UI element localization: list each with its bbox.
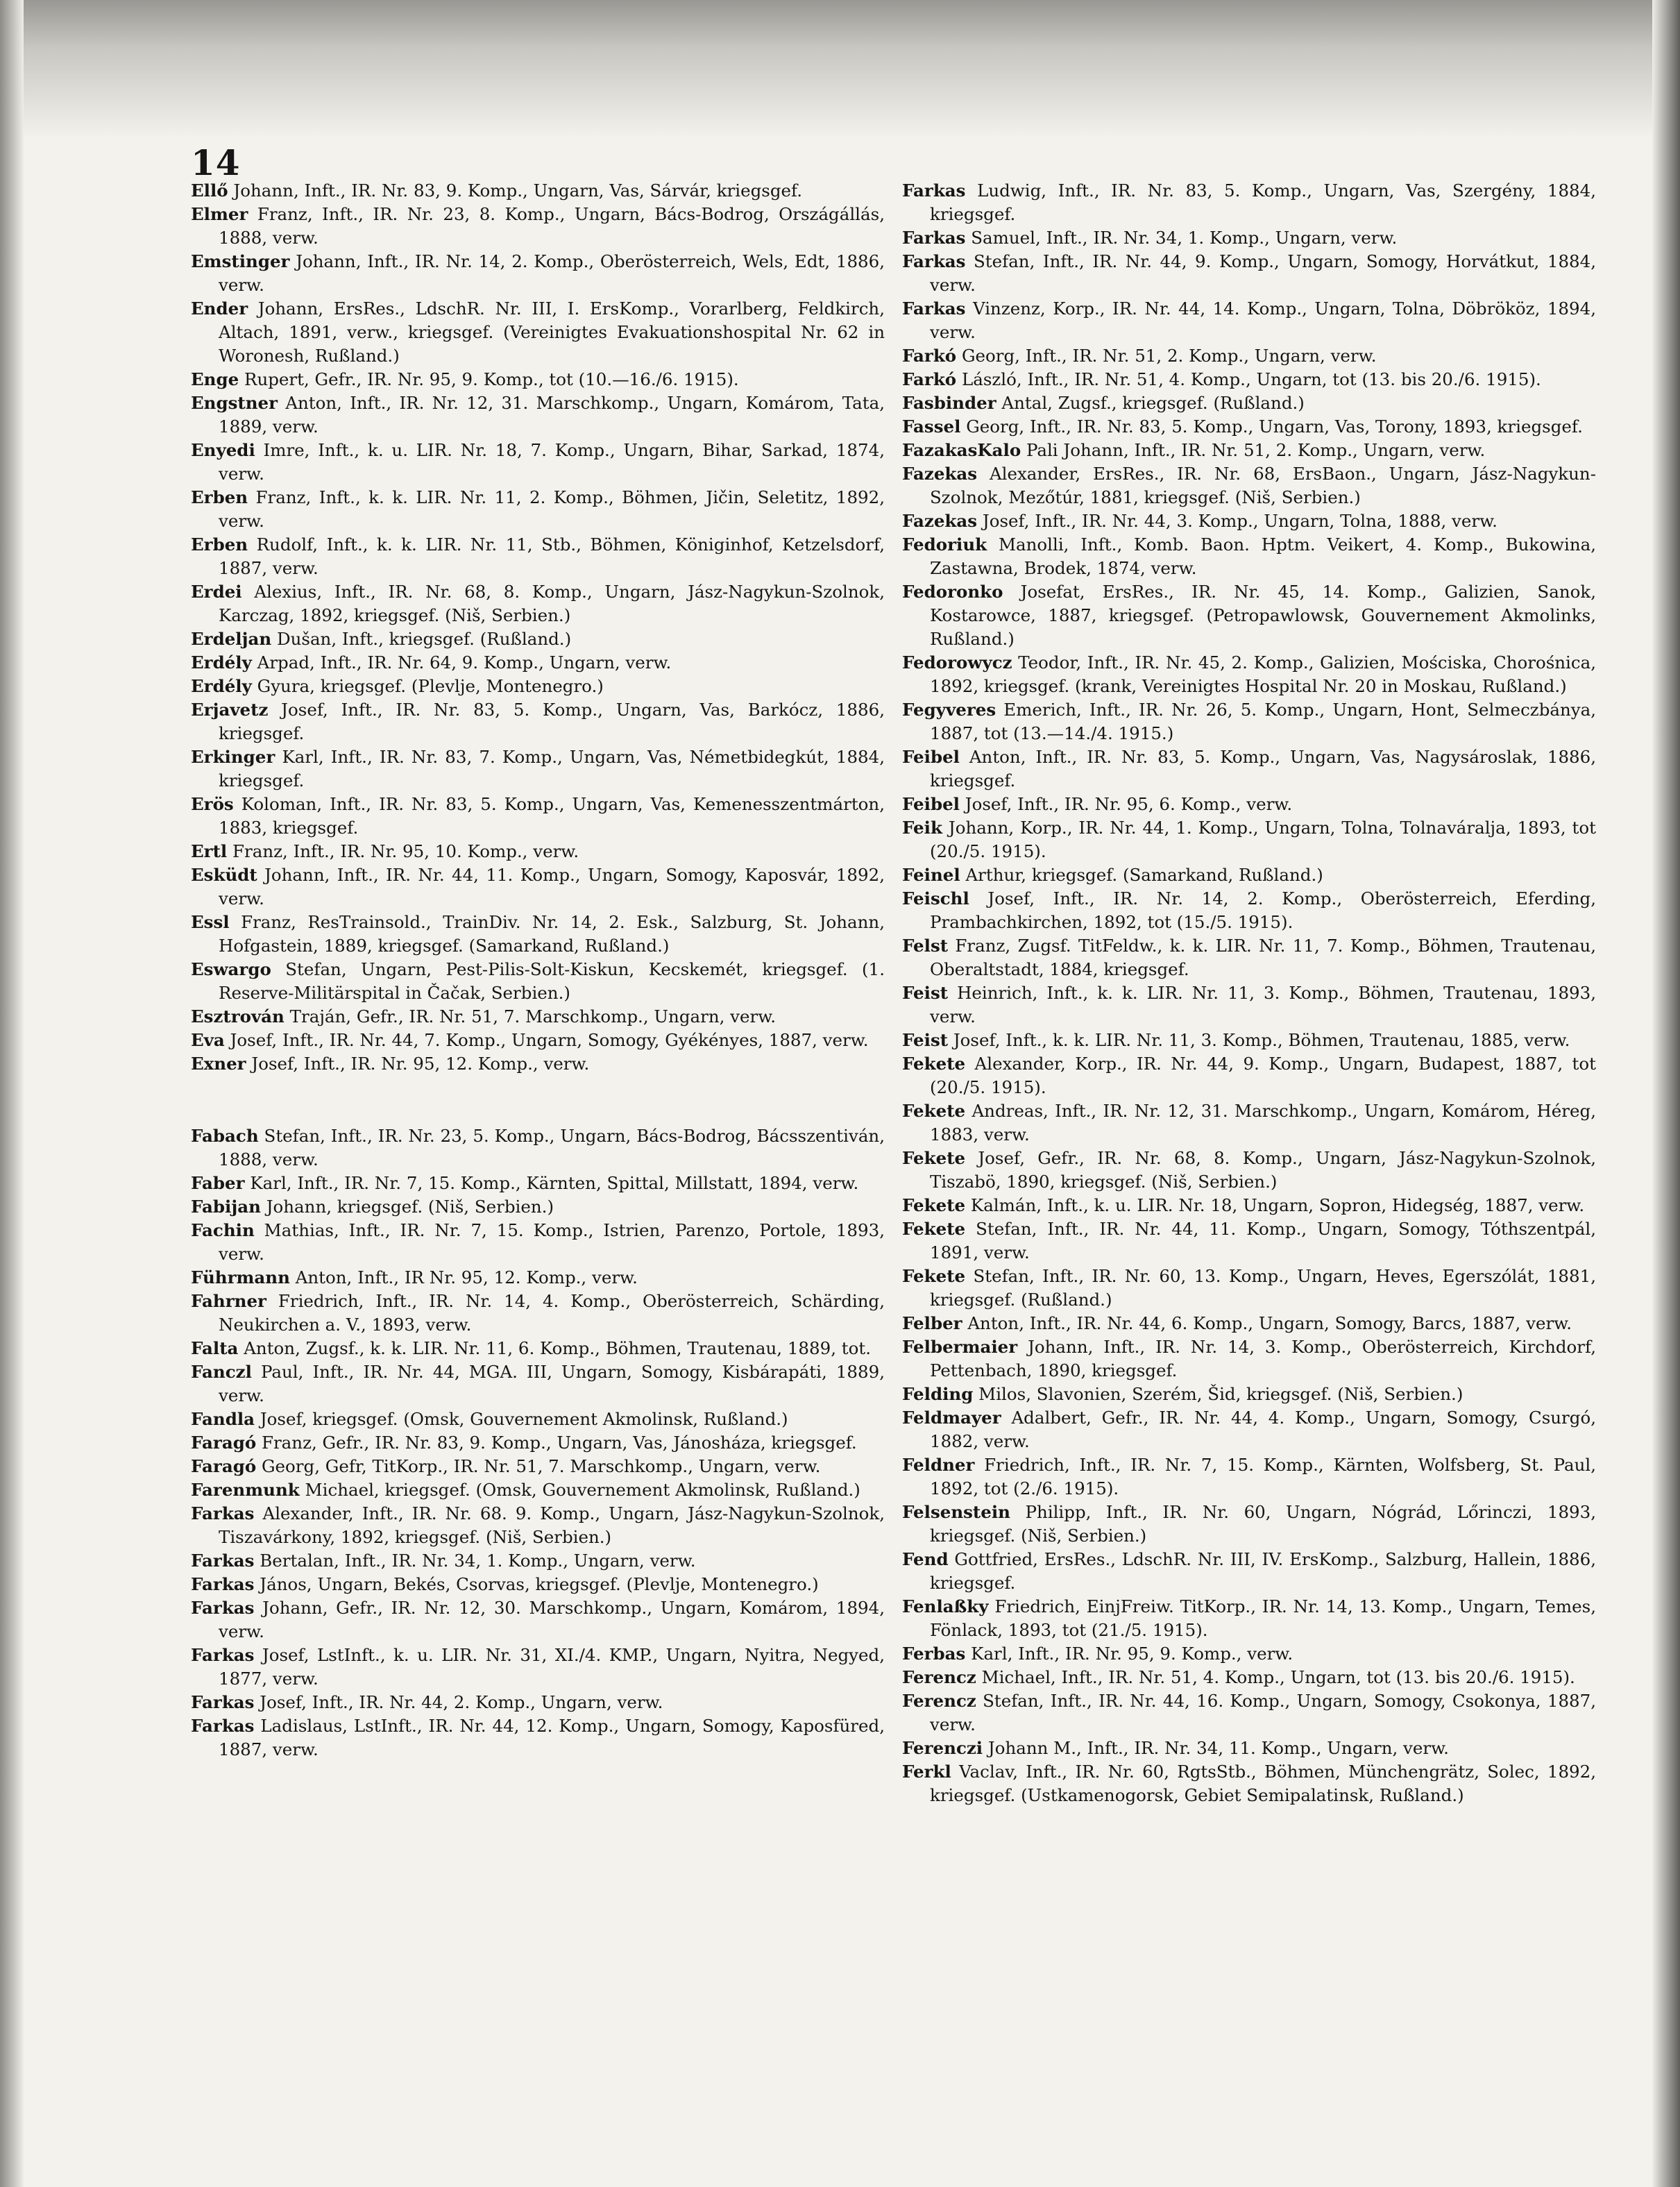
list-entry [191,1266,885,1290]
scan-shadow-left [0,0,24,2187]
entry-details: Koloman, Inft., IR. Nr. 83, 5. Komp., Ungarn, Vas, Kemenesszentmárton, 1883, kriegsgef. [219,794,885,838]
list-entry [191,1290,885,1337]
entry-surname: Essl [191,912,230,932]
entry-details: Stefan, Inft., IR. Nr. 23, 5. Komp., Ungarn, Bács-Bodrog, Bácsszentiván, 1888, verw. [219,1126,885,1170]
entry-surname: Eva [191,1030,225,1050]
entry-details: Samuel, Inft., IR. Nr. 34, 1. Komp., Ungarn, verw. [965,228,1398,248]
entry-surname: Ellő [191,180,228,201]
list-entry [902,1312,1596,1335]
list-entry [191,1195,885,1219]
entry-surname: Esküdt [191,865,257,885]
entry-details: Emerich, Inft., IR. Nr. 26, 5. Komp., Ungarn, Hont, Selmeczbánya, 1887, tot (13.—14./4. 1915.) [930,700,1596,743]
entry-surname: Fekete [902,1101,966,1121]
entry-details: Manolli, Inft., Komb. Baon. Hptm. Veikert, 4. Komp., Bukowina, Zastawna, Brodek, 1874, verw. [930,534,1596,578]
entry-surname: Fekete [902,1054,966,1074]
entry-surname: Feik [902,818,942,838]
entry-surname: Ferbas [902,1644,966,1664]
entry-details: Pali Johann, Inft., IR. Nr. 51, 2. Komp., Ungarn, verw. [1021,440,1486,460]
entry-surname: Enge [191,369,239,389]
list-entry [902,651,1596,698]
entry-surname: Erben [191,534,248,555]
entry-surname: Feist [902,1030,949,1050]
list-entry [902,698,1596,745]
entry-details: Rudolf, Inft., k. k. LIR. Nr. 11, Stb., Böhmen, Königinhof, Ketzelsdorf, 1887, verw. [219,534,885,578]
list-entry [191,368,885,391]
list-entry [902,344,1596,368]
list-entry [902,391,1596,415]
list-entry [902,580,1596,651]
list-entry [902,1642,1596,1666]
entry-details: Franz, Gefr., IR. Nr. 83, 9. Komp., Ungarn, Vas, Jánosháza, kriegsgef. [256,1433,857,1453]
list-entry [902,934,1596,981]
entry-surname: Fabijan [191,1197,261,1217]
list-entry [902,1099,1596,1147]
list-entry [191,1052,885,1076]
entry-surname: Fegyveres [902,700,996,720]
entry-details: Georg, Inft., IR. Nr. 51, 2. Komp., Ungarn, verw. [956,346,1377,366]
entry-surname: Fabach [191,1126,259,1146]
list-entry [902,533,1596,580]
list-entry [191,1549,885,1573]
entry-surname: Exner [191,1054,246,1074]
entry-details: Josef, Inft., IR. Nr. 95, 6. Komp., verw. [959,794,1293,814]
entry-surname: Erjavetz [191,700,269,720]
section-gap [191,1076,885,1124]
entry-surname: Emstinger [191,251,290,271]
entry-surname: Eswargo [191,959,271,979]
list-entry [902,1453,1596,1501]
list-entry [902,793,1596,816]
entry-details: Anton, Inft., IR. Nr. 83, 5. Komp., Ungarn, Vas, Nagysároslak, 1886, kriegsgef. [930,747,1596,791]
entry-surname: Felbermaier [902,1337,1018,1357]
entry-details: Mathias, Inft., IR. Nr. 7, 15. Komp., Istrien, Parenzo, Portole, 1893, verw. [219,1220,885,1264]
list-entry [902,863,1596,887]
entry-details: Arpad, Inft., IR. Nr. 64, 9. Komp., Ungarn, verw. [251,652,672,673]
entry-surname: Fandla [191,1409,255,1429]
list-entry [902,1595,1596,1642]
list-entry [902,1689,1596,1737]
entry-details: Josef, Inft., k. k. LIR. Nr. 11, 3. Komp., Böhmen, Trautenau, 1885, verw. [948,1030,1570,1050]
list-entry [191,580,885,627]
entry-surname: Fanczl [191,1362,252,1382]
left-column [191,179,885,1762]
entry-details: Josef, Inft., IR. Nr. 83, 5. Komp., Ungarn, Vas, Barkócz, 1886, kriegsgef. [219,700,885,743]
entry-details: Alexius, Inft., IR. Nr. 68, 8. Komp., Ungarn, Jász-Nagykun-Szolnok, Karczag, 1892, kriegsgef. (Niš, Serbien.) [219,582,885,625]
entry-surname: Fahrner [191,1291,266,1311]
entry-details: Johann, Inft., IR. Nr. 44, 11. Komp., Ungarn, Somogy, Kaposvár, 1892, verw. [219,865,885,909]
list-entry [191,745,885,793]
entry-surname: Erdély [191,652,252,673]
list-entry [902,1383,1596,1406]
entry-details: Franz, Inft., k. k. LIR. Nr. 11, 2. Komp., Böhmen, Jičin, Seletitz, 1892, verw. [219,487,885,531]
entry-details: Johann, kriegsgef. (Niš, Serbien.) [260,1197,554,1217]
list-entry [902,1737,1596,1760]
entry-details: Josefat, ErsRes., IR. Nr. 45, 14. Komp., Galizien, Sanok, Kostarowce, 1887, kriegsgef. (Petropawlowsk, Gouvernement Akmolinks, Rußland.) [930,582,1596,649]
entry-details: Franz, Zugsf. TitFeldw., k. k. LIR. Nr. 11, 7. Komp., Böhmen, Trautenau, Oberaltstadt, 1884, kriegsgef. [930,936,1596,979]
entry-details: Karl, Inft., IR. Nr. 95, 9. Komp., verw. [965,1644,1293,1664]
entry-surname: Feinel [902,865,960,885]
list-entry [902,1760,1596,1807]
list-entry [902,1217,1596,1265]
list-entry [191,1596,885,1644]
entry-details: Imre, Inft., k. u. LIR. Nr. 18, 7. Komp., Ungarn, Bihar, Sarkad, 1874, verw. [219,440,885,484]
entry-surname: Engstner [191,393,278,413]
entry-surname: Ferkl [902,1762,951,1782]
scan-shadow-right [1652,0,1680,2187]
entry-surname: Feischl [902,888,969,909]
entry-details: Friedrich, EinjFreiw. TitKorp., IR. Nr. 14, 13. Komp., Ungarn, Temes, Fönlack, 1893, tot (21./5. 1915). [930,1596,1596,1640]
list-entry [191,1691,885,1714]
list-entry [902,1194,1596,1217]
entry-surname: Fekete [902,1195,966,1215]
entry-surname: Falta [191,1338,239,1358]
entry-details: Dušan, Inft., kriegsgef. (Rußland.) [271,629,572,649]
list-entry [902,297,1596,344]
list-entry [902,887,1596,934]
list-entry [902,179,1596,226]
entry-surname: Farkas [191,1598,255,1618]
entry-details: Josef, Inft., IR. Nr. 95, 12. Komp., verw. [246,1054,590,1074]
entry-details: Johann, Gefr., IR. Nr. 12, 30. Marschkomp., Ungarn, Komárom, 1894, verw. [219,1598,885,1641]
entry-surname: Faber [191,1173,245,1193]
entry-surname: Farkas [191,1574,255,1594]
list-entry [191,1714,885,1762]
entry-details: Stefan, Inft., IR. Nr. 44, 11. Komp., Ungarn, Somogy, Tóthszentpál, 1891, verw. [930,1219,1596,1263]
entry-details: Philipp, Inft., IR. Nr. 60, Ungarn, Nógrád, Lőrinczi, 1893, kriegsgef. (Niš, Serbien.) [930,1502,1596,1546]
list-entry [191,1029,885,1052]
entry-details: Teodor, Inft., IR. Nr. 45, 2. Komp., Galizien, Mościska, Chorośnica, 1892, kriegsgef. (krank, Vereinigtes Hospital Nr. 20 in Moskau, Rußland.) [930,652,1596,696]
list-entry [902,1666,1596,1689]
list-entry [191,1124,885,1172]
list-entry [191,698,885,745]
entry-details: Michael, kriegsgef. (Omsk, Gouvernement Akmolinsk, Rußland.) [299,1480,860,1500]
entry-details: Stefan, Ungarn, Pest-Pilis-Solt-Kiskun, Kecskemét, kriegsgef. (1. Reserve-Militärspital in Čačak, Serbien.) [219,959,885,1003]
list-entry [902,1335,1596,1383]
entry-surname: Fedorowycz [902,652,1012,673]
entry-surname: Fazekas [902,464,978,484]
entry-details: Alexander, Korp., IR. Nr. 44, 9. Komp., Ungarn, Budapest, 1887, tot (20./5. 1915). [930,1054,1596,1097]
entry-surname: Ertl [191,841,228,861]
list-entry [191,391,885,439]
entry-surname: Ferenczi [902,1738,983,1758]
entry-details: Stefan, Inft., IR. Nr. 60, 13. Komp., Ungarn, Heves, Egerszólát, 1881, kriegsgef. (Rußland.) [930,1266,1596,1310]
list-entry [191,627,885,651]
entry-surname: Esztrován [191,1006,285,1027]
entry-details: Georg, Inft., IR. Nr. 83, 5. Komp., Ungarn, Vas, Torony, 1893, kriegsgef. [960,416,1583,437]
list-entry [191,1644,885,1691]
list-entry [191,1408,885,1431]
list-entry [902,1265,1596,1312]
list-entry [191,1005,885,1029]
entry-details: Heinrich, Inft., k. k. LIR. Nr. 11, 3. Komp., Böhmen, Trautenau, 1893, verw. [930,983,1596,1027]
entry-surname: Farkas [191,1551,255,1571]
entry-details: Karl, Inft., IR. Nr. 7, 15. Komp., Kärnten, Spittal, Millstatt, 1894, verw. [244,1173,859,1193]
entry-details: Gottfried, ErsRes., LdschR. Nr. III, IV. ErsKomp., Salzburg, Hallein, 1886, kriegsgef. [930,1549,1596,1593]
list-entry [191,1219,885,1266]
entry-details: Gyura, kriegsgef. (Plevlje, Montenegro.) [251,676,604,696]
list-entry [191,439,885,486]
entry-details: Johann, ErsRes., LdschR. Nr. III, I. ErsKomp., Vorarlberg, Feldkirch, Altach, 1891, verw., kriegsgef. (Vereinigtes Evakuationshospital Nr. 62 in Woronesh, Rußland.) [219,298,885,366]
entry-surname: Farkas [902,180,966,201]
entry-surname: Fassel [902,416,961,437]
entry-details: Franz, Inft., IR. Nr. 95, 10. Komp., verw. [227,841,579,861]
entry-surname: Feldmayer [902,1408,1001,1428]
list-entry [191,1360,885,1408]
entry-surname: Farkó [902,369,957,389]
entry-details: Anton, Zugsf., k. k. LIR. Nr. 11, 6. Komp., Böhmen, Trautenau, 1889, tot. [238,1338,871,1358]
entry-surname: Fekete [902,1219,966,1239]
list-entry [902,816,1596,863]
list-entry [902,250,1596,297]
entry-surname: Erdei [191,582,242,602]
list-entry [902,368,1596,391]
entry-surname: Fazekas [902,511,978,531]
entry-details: János, Ungarn, Bekés, Csorvas, kriegsgef. (Plevlje, Montenegro.) [254,1574,819,1594]
entry-surname: Farkas [191,1645,255,1665]
list-entry [191,179,885,203]
list-entry [191,1478,885,1502]
entry-surname: Farkas [191,1692,255,1712]
entry-details: Vaclav, Inft., IR. Nr. 60, RgtsStb., Böhmen, Münchengrätz, Solec, 1892, kriegsgef. (Ustkamenogorsk, Gebiet Semipalatinsk, Rußland.) [930,1762,1596,1805]
entry-surname: Faragó [191,1456,257,1476]
list-entry [902,462,1596,509]
entry-details: Anton, Inft., IR Nr. 95, 12. Komp., verw. [289,1267,638,1287]
entry-details: Josef, LstInft., k. u. LIR. Nr. 31, XI./4. KMP., Ungarn, Nyitra, Negyed, 1877, verw. [219,1645,885,1689]
list-entry [191,1502,885,1549]
list-entry [902,1501,1596,1548]
scan-shadow-top [0,0,1680,139]
entry-surname: Erkinger [191,747,275,767]
entry-details: Traján, Gefr., IR. Nr. 51, 7. Marschkomp., Ungarn, verw. [284,1006,777,1027]
list-entry [191,297,885,368]
list-entry [902,1052,1596,1099]
entry-details: Paul, Inft., IR. Nr. 44, MGA. III, Ungarn, Somogy, Kisbárapáti, 1889, verw. [219,1362,885,1405]
entry-surname: Fachin [191,1220,255,1240]
list-entry [191,1431,885,1455]
entry-details: Adalbert, Gefr., IR. Nr. 44, 4. Komp., Ungarn, Somogy, Csurgó, 1882, verw. [930,1408,1596,1451]
list-entry [191,911,885,958]
entry-surname: Erös [191,794,234,814]
list-entry [191,675,885,698]
list-entry [191,203,885,250]
right-column [902,179,1596,1807]
entry-details: Kalmán, Inft., k. u. LIR. Nr. 18, Ungarn, Sopron, Hidegség, 1887, verw. [965,1195,1585,1215]
entry-surname: Elmer [191,204,248,224]
entry-details: Anton, Inft., IR. Nr. 12, 31. Marschkomp., Ungarn, Komárom, Tata, 1889, verw. [219,393,885,437]
entry-details: Milos, Slavonien, Szerém, Šid, kriegsgef. (Niš, Serbien.) [973,1384,1463,1404]
list-entry [191,958,885,1005]
list-entry [191,533,885,580]
entry-surname: Farkas [902,228,966,248]
list-entry [902,509,1596,533]
entry-details: Johann, Korp., IR. Nr. 44, 1. Komp., Ungarn, Tolna, Tolnaváralja, 1893, tot (20./5. 1915). [930,818,1596,861]
entry-details: Alexander, Inft., IR. Nr. 68. 9. Komp., Ungarn, Jász-Nagykun-Szolnok, Tiszavárkony, 1892, kriegsgef. (Niš, Serbien.) [219,1503,885,1547]
list-entry [902,1029,1596,1052]
entry-surname: Fedoriuk [902,534,987,555]
entry-details: László, Inft., IR. Nr. 51, 4. Komp., Ungarn, tot (13. bis 20./6. 1915). [956,369,1541,389]
list-entry [902,226,1596,250]
entry-surname: Fenlaßky [902,1596,989,1616]
entry-surname: Farkó [902,346,957,366]
list-entry [902,1406,1596,1453]
entry-surname: Führmann [191,1267,290,1287]
entry-surname: Felber [902,1313,962,1333]
entry-details: Ludwig, Inft., IR. Nr. 83, 5. Komp., Ungarn, Vas, Szergény, 1884, kriegsgef. [930,180,1596,224]
list-entry [191,840,885,863]
entry-details: Michael, Inft., IR. Nr. 51, 4. Komp., Ungarn, tot (13. bis 20./6. 1915). [976,1667,1575,1687]
entry-surname: Feldner [902,1455,975,1475]
entry-surname: Farkas [902,298,966,319]
entry-details: Josef, Gefr., IR. Nr. 68, 8. Komp., Ungarn, Jász-Nagykun-Szolnok, Tiszabö, 1890, kriegsgef. (Niš, Serbien.) [930,1148,1596,1192]
entry-details: Josef, Inft., IR. Nr. 14, 2. Komp., Oberösterreich, Eferding, Prambachkirchen, 1892, tot (15./5. 1915). [930,888,1596,932]
list-entry [902,1548,1596,1595]
entry-surname: Feibel [902,794,960,814]
entry-details: Stefan, Inft., IR. Nr. 44, 16. Komp., Ungarn, Somogy, Csokonya, 1887, verw. [930,1691,1596,1734]
list-entry [191,651,885,675]
entry-details: Josef, Inft., IR. Nr. 44, 3. Komp., Ungarn, Tolna, 1888, verw. [977,511,1497,531]
entry-details: Arthur, kriegsgef. (Samarkand, Rußland.) [960,865,1323,885]
list-entry [191,1337,885,1360]
list-entry [902,1147,1596,1194]
entry-details: Franz, Inft., IR. Nr. 23, 8. Komp., Ungarn, Bács-Bodrog, Országállás, 1888, verw. [219,204,885,248]
list-entry [902,439,1596,462]
entry-surname: Farkas [191,1716,255,1736]
entry-details: Josef, Inft., IR. Nr. 44, 2. Komp., Ungarn, verw. [254,1692,663,1712]
entry-details: Alexander, ErsRes., IR. Nr. 68, ErsBaon., Ungarn, Jász-Nagykun-Szolnok, Mezőtúr, 1881, kriegsgef. (Niš, Serbien.) [930,464,1596,507]
entry-details: Anton, Inft., IR. Nr. 44, 6. Komp., Ungarn, Somogy, Barcs, 1887, verw. [962,1313,1572,1333]
list-entry [191,1573,885,1596]
entry-surname: Erben [191,487,248,507]
entry-details: Johann M., Inft., IR. Nr. 34, 11. Komp., Ungarn, verw. [983,1738,1449,1758]
entry-surname: Faragó [191,1433,257,1453]
list-entry [191,1172,885,1195]
entry-surname: Enyedi [191,440,255,460]
list-entry [191,486,885,533]
entry-surname: Fedoronko [902,582,1003,602]
entry-details: Friedrich, Inft., IR. Nr. 7, 15. Komp., Kärnten, Wolfsberg, St. Paul, 1892, tot (2./6. 1915). [930,1455,1596,1498]
entry-details: Karl, Inft., IR. Nr. 83, 7. Komp., Ungarn, Vas, Németbidegkút, 1884, kriegsgef. [219,747,885,791]
entry-surname: Felst [902,936,949,956]
list-entry [191,793,885,840]
entry-details: Josef, Inft., IR. Nr. 44, 7. Komp., Ungarn, Somogy, Gyékényes, 1887, verw. [224,1030,869,1050]
entry-details: Johann, Inft., IR. Nr. 14, 3. Komp., Oberösterreich, Kirchdorf, Pettenbach, 1890, kriegsgef. [930,1337,1596,1380]
entry-surname: Ferencz [902,1691,976,1711]
entry-surname: Felding [902,1384,974,1404]
entry-details: Friedrich, Inft., IR. Nr. 14, 4. Komp., Oberösterreich, Schärding, Neukirchen a. V., 1893, verw. [219,1291,885,1335]
list-entry [191,1455,885,1478]
entry-surname: Feist [902,983,949,1003]
entry-details: Antal, Zugsf., kriegsgef. (Rußland.) [996,393,1305,413]
entry-details: Ladislaus, LstInft., IR. Nr. 44, 12. Komp., Ungarn, Somogy, Kaposfüred, 1887, verw. [219,1716,885,1759]
entry-surname: Fasbinder [902,393,996,413]
entry-details: Georg, Gefr, TitKorp., IR. Nr. 51, 7. Marschkomp., Ungarn, verw. [256,1456,821,1476]
entry-details: Rupert, Gefr., IR. Nr. 95, 9. Komp., tot (10.—16./6. 1915). [239,369,739,389]
entry-surname: Feibel [902,747,960,767]
list-entry [191,863,885,911]
list-entry [902,981,1596,1029]
entry-details: Johann, Inft., IR. Nr. 83, 9. Komp., Ungarn, Vas, Sárvár, kriegsgef. [228,180,803,201]
entry-details: Stefan, Inft., IR. Nr. 44, 9. Komp., Ungarn, Somogy, Horvátkut, 1884, verw. [930,251,1596,295]
entry-surname: Farkas [191,1503,255,1523]
entry-surname: Ender [191,298,248,319]
entry-surname: Felsenstein [902,1502,1010,1522]
entry-surname: Ferencz [902,1667,976,1687]
list-entry [191,250,885,297]
entry-surname: Fend [902,1549,949,1569]
page-number: 14 [191,142,241,183]
entry-surname: FazakasKalo [902,440,1021,460]
entry-details: Johann, Inft., IR. Nr. 14, 2. Komp., Oberösterreich, Wels, Edt, 1886, verw. [219,251,885,295]
list-entry [902,745,1596,793]
entry-surname: Erdély [191,676,252,696]
entry-details: Josef, kriegsgef. (Omsk, Gouvernement Akmolinsk, Rußland.) [255,1409,788,1429]
entry-surname: Fekete [902,1148,966,1168]
entry-details: Vinzenz, Korp., IR. Nr. 44, 14. Komp., Ungarn, Tolna, Döbrököz, 1894, verw. [930,298,1596,342]
entry-details: Franz, ResTrainsold., TrainDiv. Nr. 14, 2. Esk., Salzburg, St. Johann, Hofgastein, 1889, kriegsgef. (Samarkand, Rußland.) [219,912,885,956]
entry-surname: Fekete [902,1266,966,1286]
entry-surname: Farenmunk [191,1480,300,1500]
entry-details: Andreas, Inft., IR. Nr. 12, 31. Marschkomp., Ungarn, Komárom, Héreg, 1883, verw. [930,1101,1596,1145]
entry-surname: Erdeljan [191,629,272,649]
entry-surname: Farkas [902,251,966,271]
list-entry [902,415,1596,439]
entry-details: Bertalan, Inft., IR. Nr. 34, 1. Komp., Ungarn, verw. [254,1551,696,1571]
